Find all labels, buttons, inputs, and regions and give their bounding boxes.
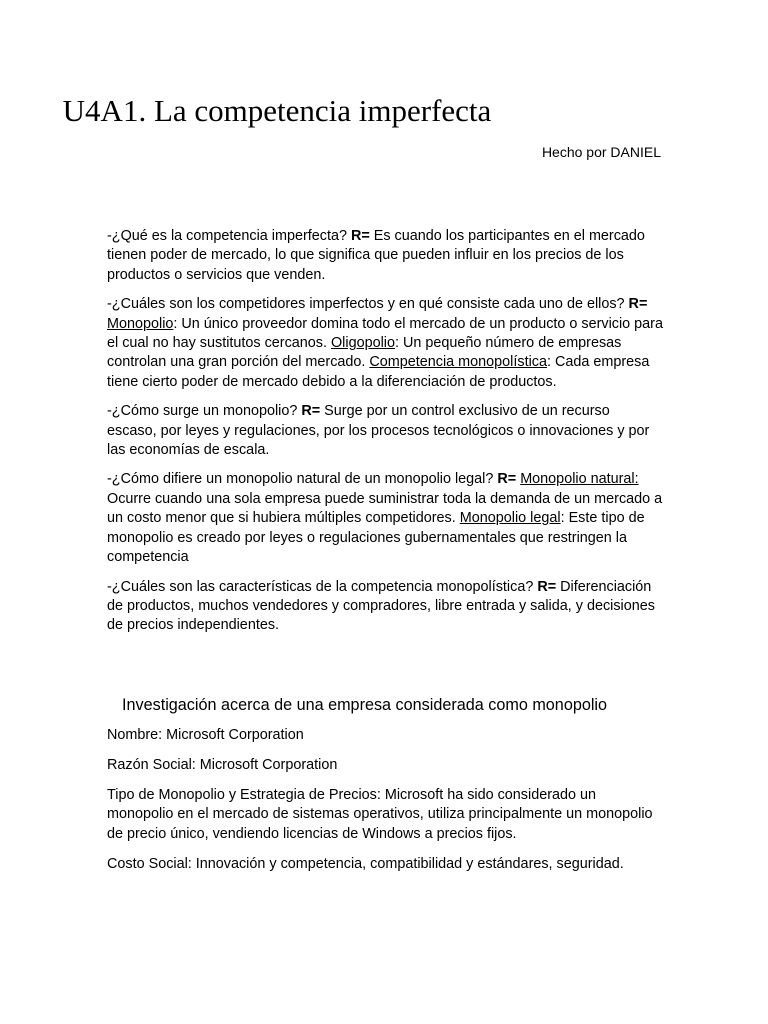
definition-monopolio-natural: Ocurre cuando una sola empresa puede suministrar toda la demanda de un mercado a un costo menor que si hubiera múltiples competidores. bbox=[107, 490, 663, 527]
answer-marker: R= bbox=[497, 471, 517, 488]
term-oligopolio: Oligopolio bbox=[330, 335, 395, 352]
definition-oligopolio: : Un pequeño número de empresas controlan una gran porción del mercado. bbox=[107, 335, 622, 371]
answer-text: Surge por un control exclusivo de un recurso escaso, por leyes y regulaciones, por los procesos tecnológicos o innovaciones y por las economías de escala. bbox=[107, 403, 650, 459]
questions-section bbox=[107, 227, 663, 646]
research-item-social-cost: Costo Social: Innovación y competencia, compatibilidad y estándares, seguridad. bbox=[107, 855, 624, 872]
answer-text: Es cuando los participantes en el mercado tienen poder de mercado, lo que significa que pueden influir en los precios de los productos o servicios que venden. bbox=[107, 228, 645, 283]
question-5 bbox=[107, 578, 663, 636]
question-text: -¿Cuáles son los competidores imperfectos y en qué consiste cada uno de ellos? bbox=[107, 296, 629, 313]
definition-competencia-monopolistica: : Cada empresa tiene cierto poder de mercado debido a la diferenciación de productos. bbox=[107, 354, 650, 390]
page-title: U4A1. La competencia imperfecta bbox=[62, 93, 492, 128]
definition-monopolio-legal: : Este tipo de monopolio es creado por leyes o regulaciones gubernamentales que restringen la competencia bbox=[107, 510, 645, 566]
research-section bbox=[107, 726, 663, 885]
answer-marker: R= bbox=[350, 228, 370, 244]
definition-monopolio: : Un único proveedor domina todo el mercado de un producto o servicio para el cual no hay sustitutos cercanos. bbox=[107, 315, 663, 352]
answer-text: Diferenciación de productos, muchos vendedores y compradores, libre entrada y salida, y decisiones de precios independientes. bbox=[107, 578, 655, 634]
question-text: -¿Cuáles son las características de la competencia monopolística? bbox=[107, 578, 538, 595]
research-item-monopoly-type: Tipo de Monopolio y Estrategia de Precios: Microsoft ha sido considerado un monopolio en el mercado de sistemas operativos, utiliza principalmente un monopolio de precio único, vendiendo licencias de Windows a precios fijos. bbox=[107, 787, 653, 842]
answer-marker: R= bbox=[628, 296, 648, 313]
question-2 bbox=[107, 295, 663, 392]
question-text: -¿Cómo surge un monopolio? bbox=[107, 403, 302, 420]
question-3 bbox=[107, 402, 663, 460]
term-monopolio: Monopolio bbox=[107, 315, 174, 332]
question-text: -¿Cómo difiere un monopolio natural de un monopolio legal? bbox=[107, 471, 498, 488]
answer-marker: R= bbox=[537, 578, 557, 595]
author-line: Hecho por DANIEL bbox=[541, 144, 661, 160]
term-monopolio-legal: Monopolio legal bbox=[459, 510, 561, 527]
question-4 bbox=[107, 470, 663, 567]
question-text: -¿Qué es la competencia imperfecta? bbox=[107, 228, 351, 244]
term-competencia-monopolistica: Competencia monopolística bbox=[369, 354, 547, 371]
question-1 bbox=[107, 227, 663, 285]
term-monopolio-natural: Monopolio natural: bbox=[520, 471, 639, 488]
research-item-legal-name: Razón Social: Microsoft Corporation bbox=[107, 757, 338, 773]
research-item-name: Nombre: Microsoft Corporation bbox=[107, 727, 304, 743]
answer-marker: R= bbox=[301, 403, 321, 420]
research-heading: Investigación acerca de una empresa considerada como monopolio bbox=[122, 696, 608, 714]
